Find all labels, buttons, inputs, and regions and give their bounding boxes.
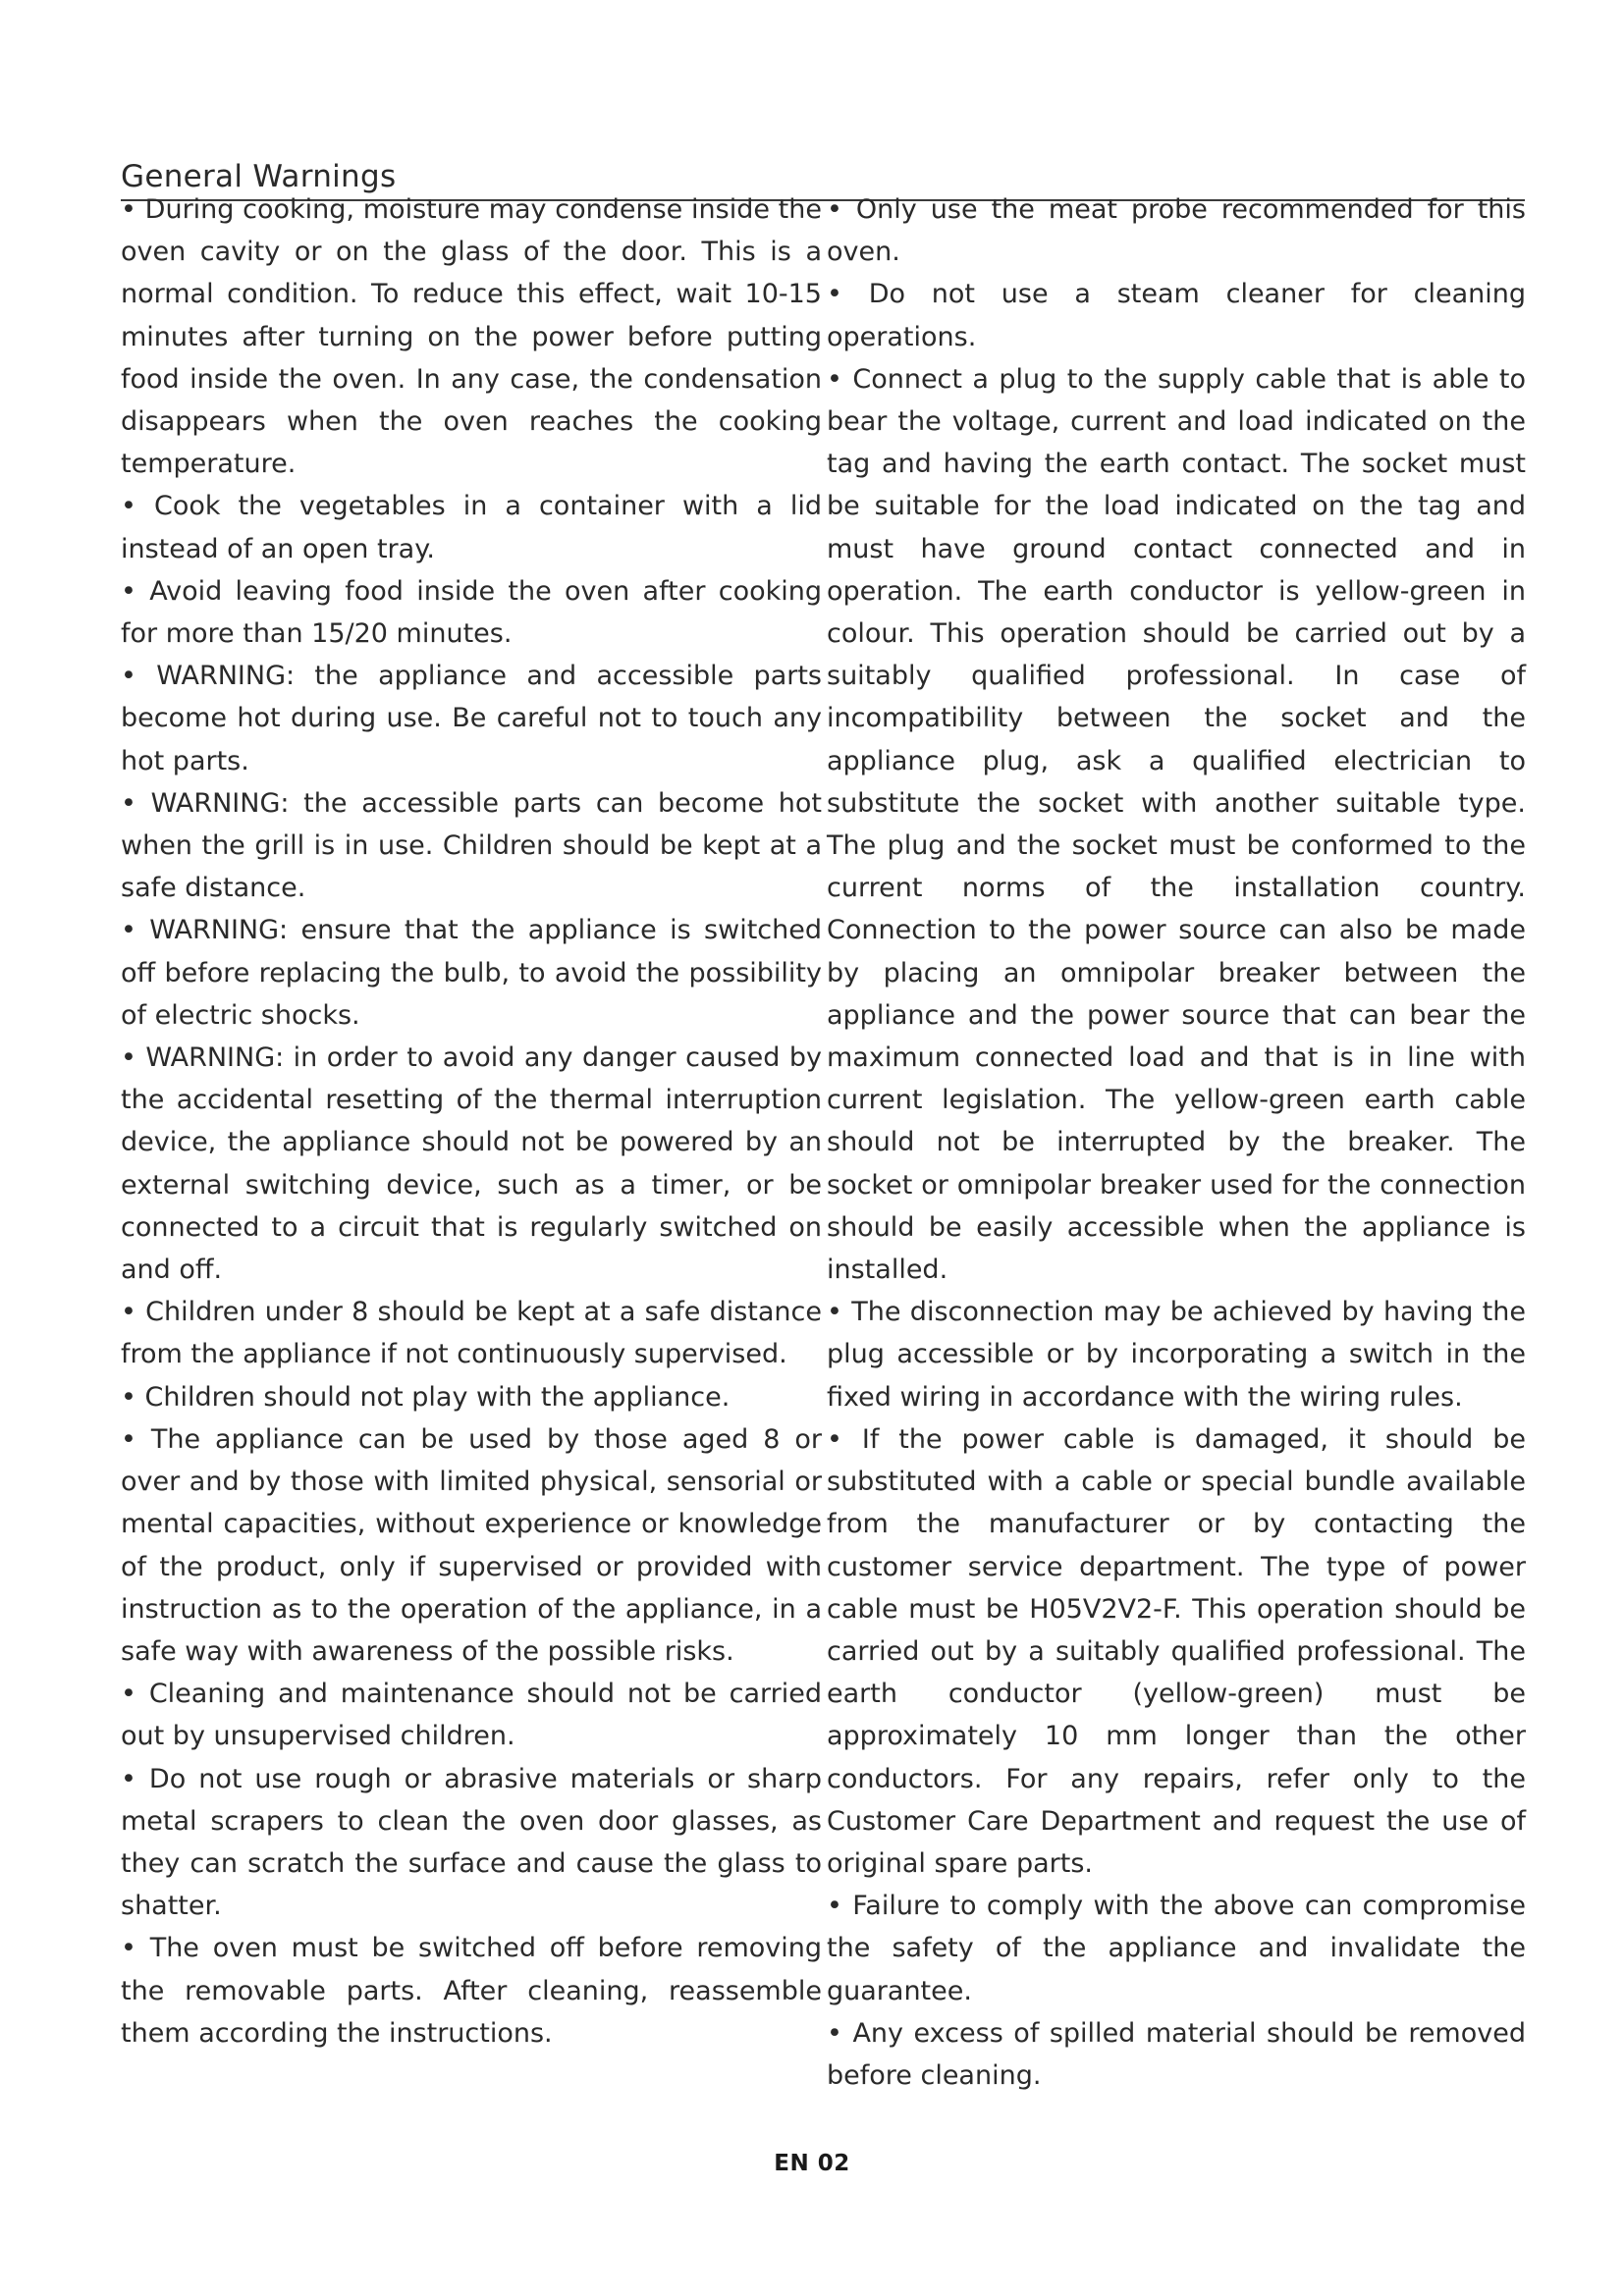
warning-vegetables-lid: • Cook the vegetables in a container with a lid instead of an open tray. bbox=[121, 491, 822, 564]
warning-plug-connection: • Connect a plug to the supply cable that is able to bear the voltage, current and load indicated on the tag and having the earth contact. The socket must be suitable for the load indicated on the tag and must have ground contact connected and in operation. The earth conductor is yellow-green in colour. This operation should be carried out by a suitably qualified professional. In case of incompatibility between the socket and the appliance plug, ask a qualified electrician to substitute the socket with another suitable type. The plug and the socket must be conformed to the current norms of the installation country. Connection to the power source can also be made by placing an omnipolar breaker between the appliance and the power source that can bear the maximum connected load and that is in line with current legislation. The yellow-green earth cable should not be interrupted by the breaker. The socket or omnipolar breaker used for the connection should be easily accessible when the appliance is installed. bbox=[827, 363, 1526, 1286]
warning-grill-hot: • WARNING: the accessible parts can become hot when the grill is in use. Children should be kept at a safe distance. bbox=[121, 787, 822, 904]
warning-supervised-use: • The appliance can be used by those aged 8 or over and by those with limited physical, sensorial or mental capacities, without experience or knowledge of the product, only if supervised or provided with instruction as to the operation of the appliance, in a safe way with awareness of the possible risks. bbox=[121, 1423, 822, 1667]
warning-children-play: • Children should not play with the appliance. bbox=[121, 1381, 731, 1413]
page-number: EN 02 bbox=[774, 2151, 850, 2176]
warning-hot-parts: • WARNING: the appliance and accessible parts become hot during use. Be careful not to touch any hot parts. bbox=[121, 661, 822, 776]
warning-thermal-device: • WARNING: in order to avoid any danger caused by the accidental resetting of the thermal interruption device, the appliance should not be powered by an external switching device, such as a timer, or be connected to a circuit that is regularly switched on and off. bbox=[121, 1042, 822, 1286]
warning-failure-to-comply: • Failure to comply with the above can compromise the safety of the appliance and invalidate the guarantee. bbox=[827, 1891, 1526, 2006]
warning-abrasive-materials: • Do not use rough or abrasive materials or sharp metal scrapers to clean the oven door glasses, as they can scratch the surface and cause the glass to shatter. bbox=[121, 1763, 822, 1922]
warning-power-cable-damaged: • If the power cable is damaged, it should be substituted with a cable or special bundle available from the manufacturer or by contacting the customer service department. The type of power cable must be H05V2V2-F. This operation should be carried out by a suitably qualified professional. The earth conductor (yellow-green) must be approximately 10 mm longer than the other conductors. For any repairs, refer only to the Customer Care Department and request the use of original spare parts. bbox=[827, 1423, 1526, 1879]
warning-removable-parts: • The oven must be switched off before removing the removable parts. After cleaning, reassemble them according the instructions. bbox=[121, 1933, 822, 2049]
warning-children-under-8: • Children under 8 should be kept at a safe distance from the appliance if not continuously supervised. bbox=[121, 1297, 822, 1370]
left-warnings-column bbox=[121, 188, 822, 2055]
warning-cleaning-children: • Cleaning and maintenance should not be carried out by unsupervised children. bbox=[121, 1679, 822, 1752]
warning-steam-cleaner: • Do not use a steam cleaner for cleaning operations. bbox=[827, 279, 1526, 352]
warning-food-left-inside: • Avoid leaving food inside the oven after cooking for more than 15/20 minutes. bbox=[121, 575, 822, 650]
warning-bulb-replacement: • WARNING: ensure that the appliance is switched off before replacing the bulb, to avoid the possibility of electric shocks. bbox=[121, 915, 822, 1031]
page-title: General Warnings bbox=[121, 154, 1525, 201]
right-warnings-column bbox=[827, 188, 1526, 2097]
warning-disconnection: • The disconnection may be achieved by having the plug accessible or by incorporating a switch in the fixed wiring in accordance with the wiring rules. bbox=[827, 1297, 1526, 1413]
warning-meat-probe: • Only use the meat probe recommended for this oven. bbox=[827, 194, 1526, 268]
warning-condensation: • During cooking, moisture may condense inside the oven cavity or on the glass of the door. This is a normal condition. To reduce this effect, wait 10-15 minutes after turning on the power before putting food inside the oven. In any case, the condensation disappears when the oven reaches the cooking temperature. bbox=[121, 194, 822, 480]
warning-spilled-material: • Any excess of spilled material should be removed before cleaning. bbox=[827, 2017, 1526, 2091]
